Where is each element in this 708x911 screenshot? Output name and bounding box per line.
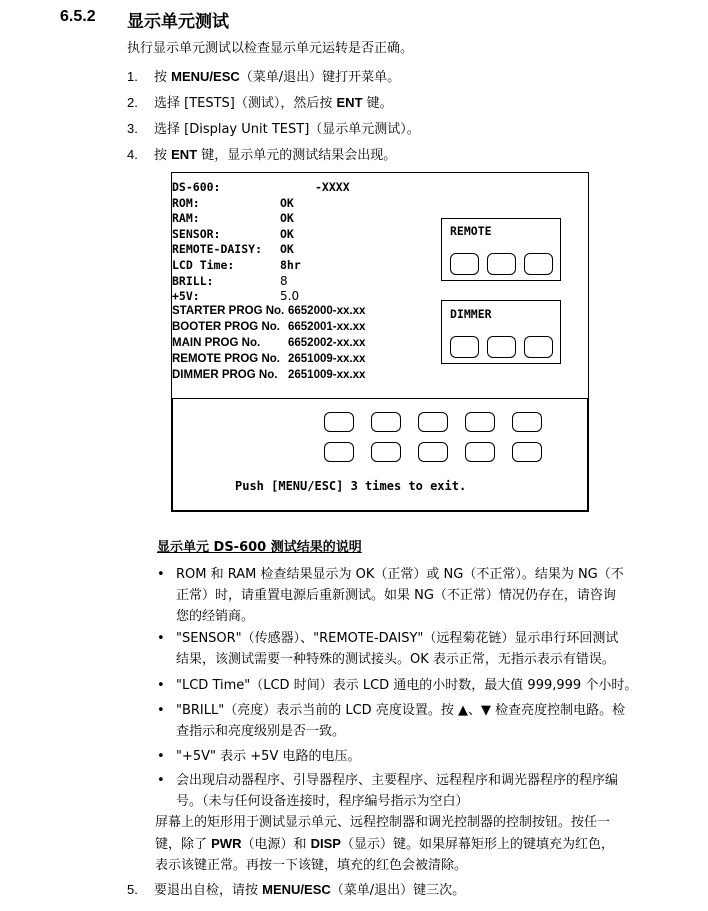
step-key: MENU/ESC	[171, 69, 240, 84]
unit-key-8[interactable]	[418, 442, 448, 462]
para-line: 表示该键正常。再按一下该键，填充的红色会被清除。	[155, 858, 468, 873]
lcd-time-label: LCD Time:	[172, 257, 235, 272]
remote-daisy-value: OK	[280, 242, 294, 257]
bullet-5v	[157, 746, 682, 767]
prog-values	[288, 303, 365, 383]
main-prog-label: MAIN PROG No.	[172, 337, 261, 349]
bullet-dot: •	[157, 631, 165, 646]
bullet-dot: •	[157, 703, 165, 718]
remote-key-2[interactable]	[487, 253, 516, 275]
step-text: 选择 [Display Unit TEST]（显示单元测试）。	[154, 122, 420, 137]
rom-label: ROM:	[172, 195, 200, 210]
para-text: （电源）和	[241, 837, 311, 852]
unit-key-3[interactable]	[418, 412, 448, 432]
step-key: ENT	[171, 147, 198, 162]
bullet-programs	[157, 770, 682, 812]
step-number: 4.	[127, 147, 138, 162]
step-2	[127, 92, 393, 111]
dimmer-key-3[interactable]	[524, 336, 553, 358]
bullet-line: 您的经销商。	[176, 609, 255, 624]
step-text: （菜单/退出）键打开菜单。	[239, 70, 401, 85]
bullet-line: 查指示和亮度级别是否一致。	[176, 724, 346, 739]
step-key: MENU/ESC	[262, 882, 331, 897]
step-number: 1.	[127, 69, 138, 84]
step-text: 选择 [TESTS]（测试），然后按	[154, 96, 337, 111]
remote-panel	[441, 218, 561, 281]
bullet-dot: •	[157, 678, 165, 693]
section-title: 显示单元测试	[127, 12, 229, 32]
rom-value: OK	[280, 195, 294, 210]
dimmer-prog-value: 2651009-xx.xx	[288, 369, 366, 381]
step-number: 5.	[127, 882, 138, 897]
bullet-sensor	[157, 628, 682, 670]
explanation-title: 显示单元 DS-600 测试结果的说明	[157, 540, 362, 555]
prog-labels	[172, 303, 284, 383]
dimmer-label: DIMMER	[450, 307, 492, 321]
remote-daisy-label: REMOTE-DAISY:	[172, 242, 263, 257]
step-text: 键，显示单元的测试结果会出现。	[197, 148, 397, 163]
booter-prog-value: 6652001-xx.xx	[288, 321, 366, 333]
unit-key-10[interactable]	[512, 442, 542, 462]
bullet-line: 正常）时，请重置电源后重新测试。如果 NG（不正常）情况仍存在，请咨询	[176, 588, 616, 603]
unit-key-9[interactable]	[465, 442, 495, 462]
section-number: 6.5.2	[60, 8, 96, 25]
model-value: -XXXX	[315, 180, 350, 194]
display-test-screen	[171, 172, 589, 512]
bullet-line: "BRILL"（亮度）表示当前的 LCD 亮度设置。按 ▲、▼ 检查亮度控制电路。检	[176, 703, 626, 718]
bullet-dot: •	[157, 567, 165, 582]
bullet-line: "LCD Time"（LCD 时间）表示 LCD 通电的小时数，最大值 999,999 个小时。	[176, 678, 638, 693]
dimmer-key-1[interactable]	[450, 336, 479, 358]
step-text: 要退出自检，请按	[154, 883, 263, 898]
step-number: 3.	[127, 121, 138, 136]
lcd-time-value: 8hr	[280, 257, 301, 272]
step-text: 键。	[362, 96, 393, 111]
para-text: 键，除了	[155, 837, 212, 852]
remote-label: REMOTE	[450, 224, 492, 238]
step-text: 按	[154, 148, 172, 163]
result-labels	[172, 196, 262, 305]
disp-key: DISP	[310, 836, 341, 851]
sensor-label: SENSOR:	[172, 226, 221, 241]
model-label: DS-600:	[172, 180, 221, 194]
step-1	[127, 66, 400, 85]
para-text: （显示）键。如果屏幕矩形上的键填充为红色，	[340, 837, 614, 852]
pwr-key: PWR	[211, 836, 242, 851]
starter-prog-label: STARTER PROG No.	[172, 305, 285, 317]
unit-key-6[interactable]	[324, 442, 354, 462]
step-number: 2.	[127, 95, 138, 110]
bullet-line: 会出现启动器程序、引导器程序、主要程序、远程程序和调光器程序的程序编	[176, 773, 619, 788]
bullet-line: 结果，该测试需要一种特殊的测试接头。OK 表示正常，无指示表示有错误。	[176, 652, 615, 667]
ram-label: RAM:	[172, 211, 200, 226]
bullet-rom-ram	[157, 564, 682, 627]
step-4	[127, 144, 396, 163]
brill-label: BRILL:	[172, 273, 214, 288]
ram-value: OK	[280, 211, 294, 226]
brill-value: 8	[280, 273, 288, 288]
unit-key-7[interactable]	[371, 442, 401, 462]
sensor-value: OK	[280, 226, 294, 241]
plus5v-value: 5.0	[280, 289, 300, 304]
bullet-line: "+5V" 表示 +5V 电路的电压。	[176, 749, 361, 764]
section-intro: 执行显示单元测试以检查显示单元运转是否正确。	[127, 41, 414, 56]
dimmer-prog-label: DIMMER PROG No.	[172, 369, 278, 381]
bullet-lcd-time	[157, 675, 682, 696]
bullet-line: "SENSOR"（传感器）、"REMOTE-DAISY"（远程菊花链）显示串行环回测试	[176, 631, 619, 646]
dimmer-panel	[441, 300, 561, 364]
unit-key-1[interactable]	[324, 412, 354, 432]
result-values	[280, 196, 301, 305]
step-5	[127, 879, 465, 898]
bullet-line: ROM 和 RAM 检查结果显示为 OK（正常）或 NG（不正常）。结果为 NG（不	[176, 567, 624, 582]
step-text: （菜单/退出）键三次。	[330, 883, 466, 898]
bullet-line: 号。（未与任何设备连接时，程序编号指示为空白）	[176, 794, 469, 809]
main-prog-value: 6652002-xx.xx	[288, 337, 366, 349]
dimmer-key-2[interactable]	[487, 336, 516, 358]
plus5v-label: +5V:	[172, 289, 200, 304]
para-line	[155, 833, 685, 855]
unit-key-5[interactable]	[512, 412, 542, 432]
key-test-panel	[172, 398, 588, 511]
para-line: 屏幕上的矩形用于测试显示单元、远程控制器和调光控制器的控制按钮。按任一	[155, 815, 611, 830]
bullet-dot: •	[157, 773, 165, 788]
step-3	[127, 118, 420, 137]
remote-prog-label: REMOTE PROG No.	[172, 353, 280, 365]
booter-prog-label: BOOTER PROG No.	[172, 321, 280, 333]
bullet-dot: •	[157, 749, 165, 764]
step-text: 按	[154, 70, 172, 85]
remote-prog-value: 2651009-xx.xx	[288, 353, 366, 365]
unit-key-4[interactable]	[465, 412, 495, 432]
bullet-brill	[157, 700, 682, 742]
remote-key-3[interactable]	[524, 253, 553, 275]
step-key: ENT	[336, 95, 363, 110]
exit-instruction: Push [MENU/ESC] 3 times to exit.	[235, 479, 467, 493]
rectangle-explanation	[155, 812, 685, 876]
unit-key-2[interactable]	[371, 412, 401, 432]
starter-prog-value: 6652000-xx.xx	[288, 305, 366, 317]
remote-key-1[interactable]	[450, 253, 479, 275]
